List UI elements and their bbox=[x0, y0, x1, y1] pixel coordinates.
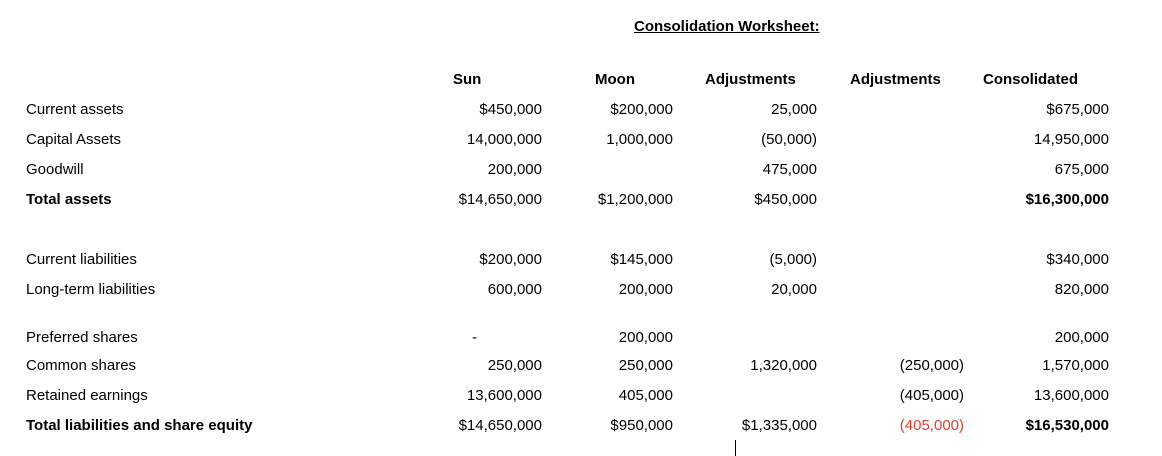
consolidated-value: 200,000 bbox=[1054, 329, 1109, 346]
row-label: Common shares bbox=[26, 357, 137, 374]
header-adjustments-1: Adjustments bbox=[705, 71, 796, 88]
row-label: Long-term liabilities bbox=[26, 281, 156, 298]
sun-value: 200,000 bbox=[487, 161, 542, 178]
moon-value: $950,000 bbox=[610, 417, 673, 434]
consolidated-value: $340,000 bbox=[1046, 251, 1109, 268]
moon-value: 200,000 bbox=[618, 329, 673, 346]
adjustment-2-value: (405,000) bbox=[899, 387, 964, 404]
moon-value: 250,000 bbox=[618, 357, 673, 374]
consolidated-value: 820,000 bbox=[1054, 281, 1109, 298]
adjustment-2-value: (405,000) bbox=[899, 417, 964, 434]
moon-value: $145,000 bbox=[610, 251, 673, 268]
consolidated-value: 13,600,000 bbox=[1033, 387, 1109, 404]
adjustment-2-value: (250,000) bbox=[899, 357, 964, 374]
row-label: Capital Assets bbox=[26, 131, 122, 148]
table-row bbox=[0, 387, 1162, 409]
row-label: Current liabilities bbox=[26, 251, 137, 268]
row-label: Total assets bbox=[26, 191, 112, 208]
table-row-total bbox=[0, 417, 1162, 439]
header-adjustments-2: Adjustments bbox=[850, 71, 941, 88]
table-row-total bbox=[0, 191, 1162, 213]
sun-value: 14,000,000 bbox=[466, 131, 542, 148]
text-cursor bbox=[735, 440, 736, 456]
header-moon: Moon bbox=[595, 71, 635, 88]
sun-value: 13,600,000 bbox=[466, 387, 542, 404]
sun-value: $200,000 bbox=[479, 251, 542, 268]
row-label: Retained earnings bbox=[26, 387, 148, 404]
header-consolidated: Consolidated bbox=[983, 71, 1079, 88]
table-row bbox=[0, 101, 1162, 123]
table-row bbox=[0, 281, 1162, 303]
sun-value: $450,000 bbox=[479, 101, 542, 118]
adjustment-1-value: 25,000 bbox=[771, 101, 817, 118]
row-label: Goodwill bbox=[26, 161, 84, 178]
row-label: Total liabilities and share equity bbox=[26, 417, 253, 434]
consolidated-value: $16,300,000 bbox=[1025, 191, 1109, 208]
table-row bbox=[0, 161, 1162, 183]
table-row bbox=[0, 251, 1162, 273]
adjustment-1-value: $1,335,000 bbox=[741, 417, 817, 434]
moon-value: $200,000 bbox=[610, 101, 673, 118]
sun-value: 600,000 bbox=[487, 281, 542, 298]
adjustment-1-value: (50,000) bbox=[761, 131, 817, 148]
sun-value: $14,650,000 bbox=[458, 417, 542, 434]
moon-value: $1,200,000 bbox=[597, 191, 673, 208]
moon-value: 1,000,000 bbox=[606, 131, 673, 148]
table-row bbox=[0, 131, 1162, 153]
worksheet-title: Consolidation Worksheet: bbox=[634, 18, 820, 35]
consolidated-value: 14,950,000 bbox=[1033, 131, 1109, 148]
sun-value: 250,000 bbox=[487, 357, 542, 374]
table-row bbox=[0, 357, 1162, 379]
adjustment-1-value: $450,000 bbox=[754, 191, 817, 208]
moon-value: 405,000 bbox=[618, 387, 673, 404]
moon-value: 200,000 bbox=[618, 281, 673, 298]
consolidated-value: $16,530,000 bbox=[1025, 417, 1109, 434]
adjustment-1-value: 475,000 bbox=[762, 161, 817, 178]
consolidated-value: 675,000 bbox=[1054, 161, 1109, 178]
table-row bbox=[0, 329, 1162, 351]
adjustment-1-value: (5,000) bbox=[769, 251, 817, 268]
sun-value: - bbox=[472, 329, 477, 346]
sun-value: $14,650,000 bbox=[458, 191, 542, 208]
consolidated-value: 1,570,000 bbox=[1042, 357, 1109, 374]
row-label: Preferred shares bbox=[26, 329, 138, 346]
row-label: Current assets bbox=[26, 101, 124, 118]
adjustment-1-value: 20,000 bbox=[771, 281, 817, 298]
adjustment-1-value: 1,320,000 bbox=[750, 357, 817, 374]
header-sun: Sun bbox=[453, 71, 482, 88]
consolidated-value: $675,000 bbox=[1046, 101, 1109, 118]
